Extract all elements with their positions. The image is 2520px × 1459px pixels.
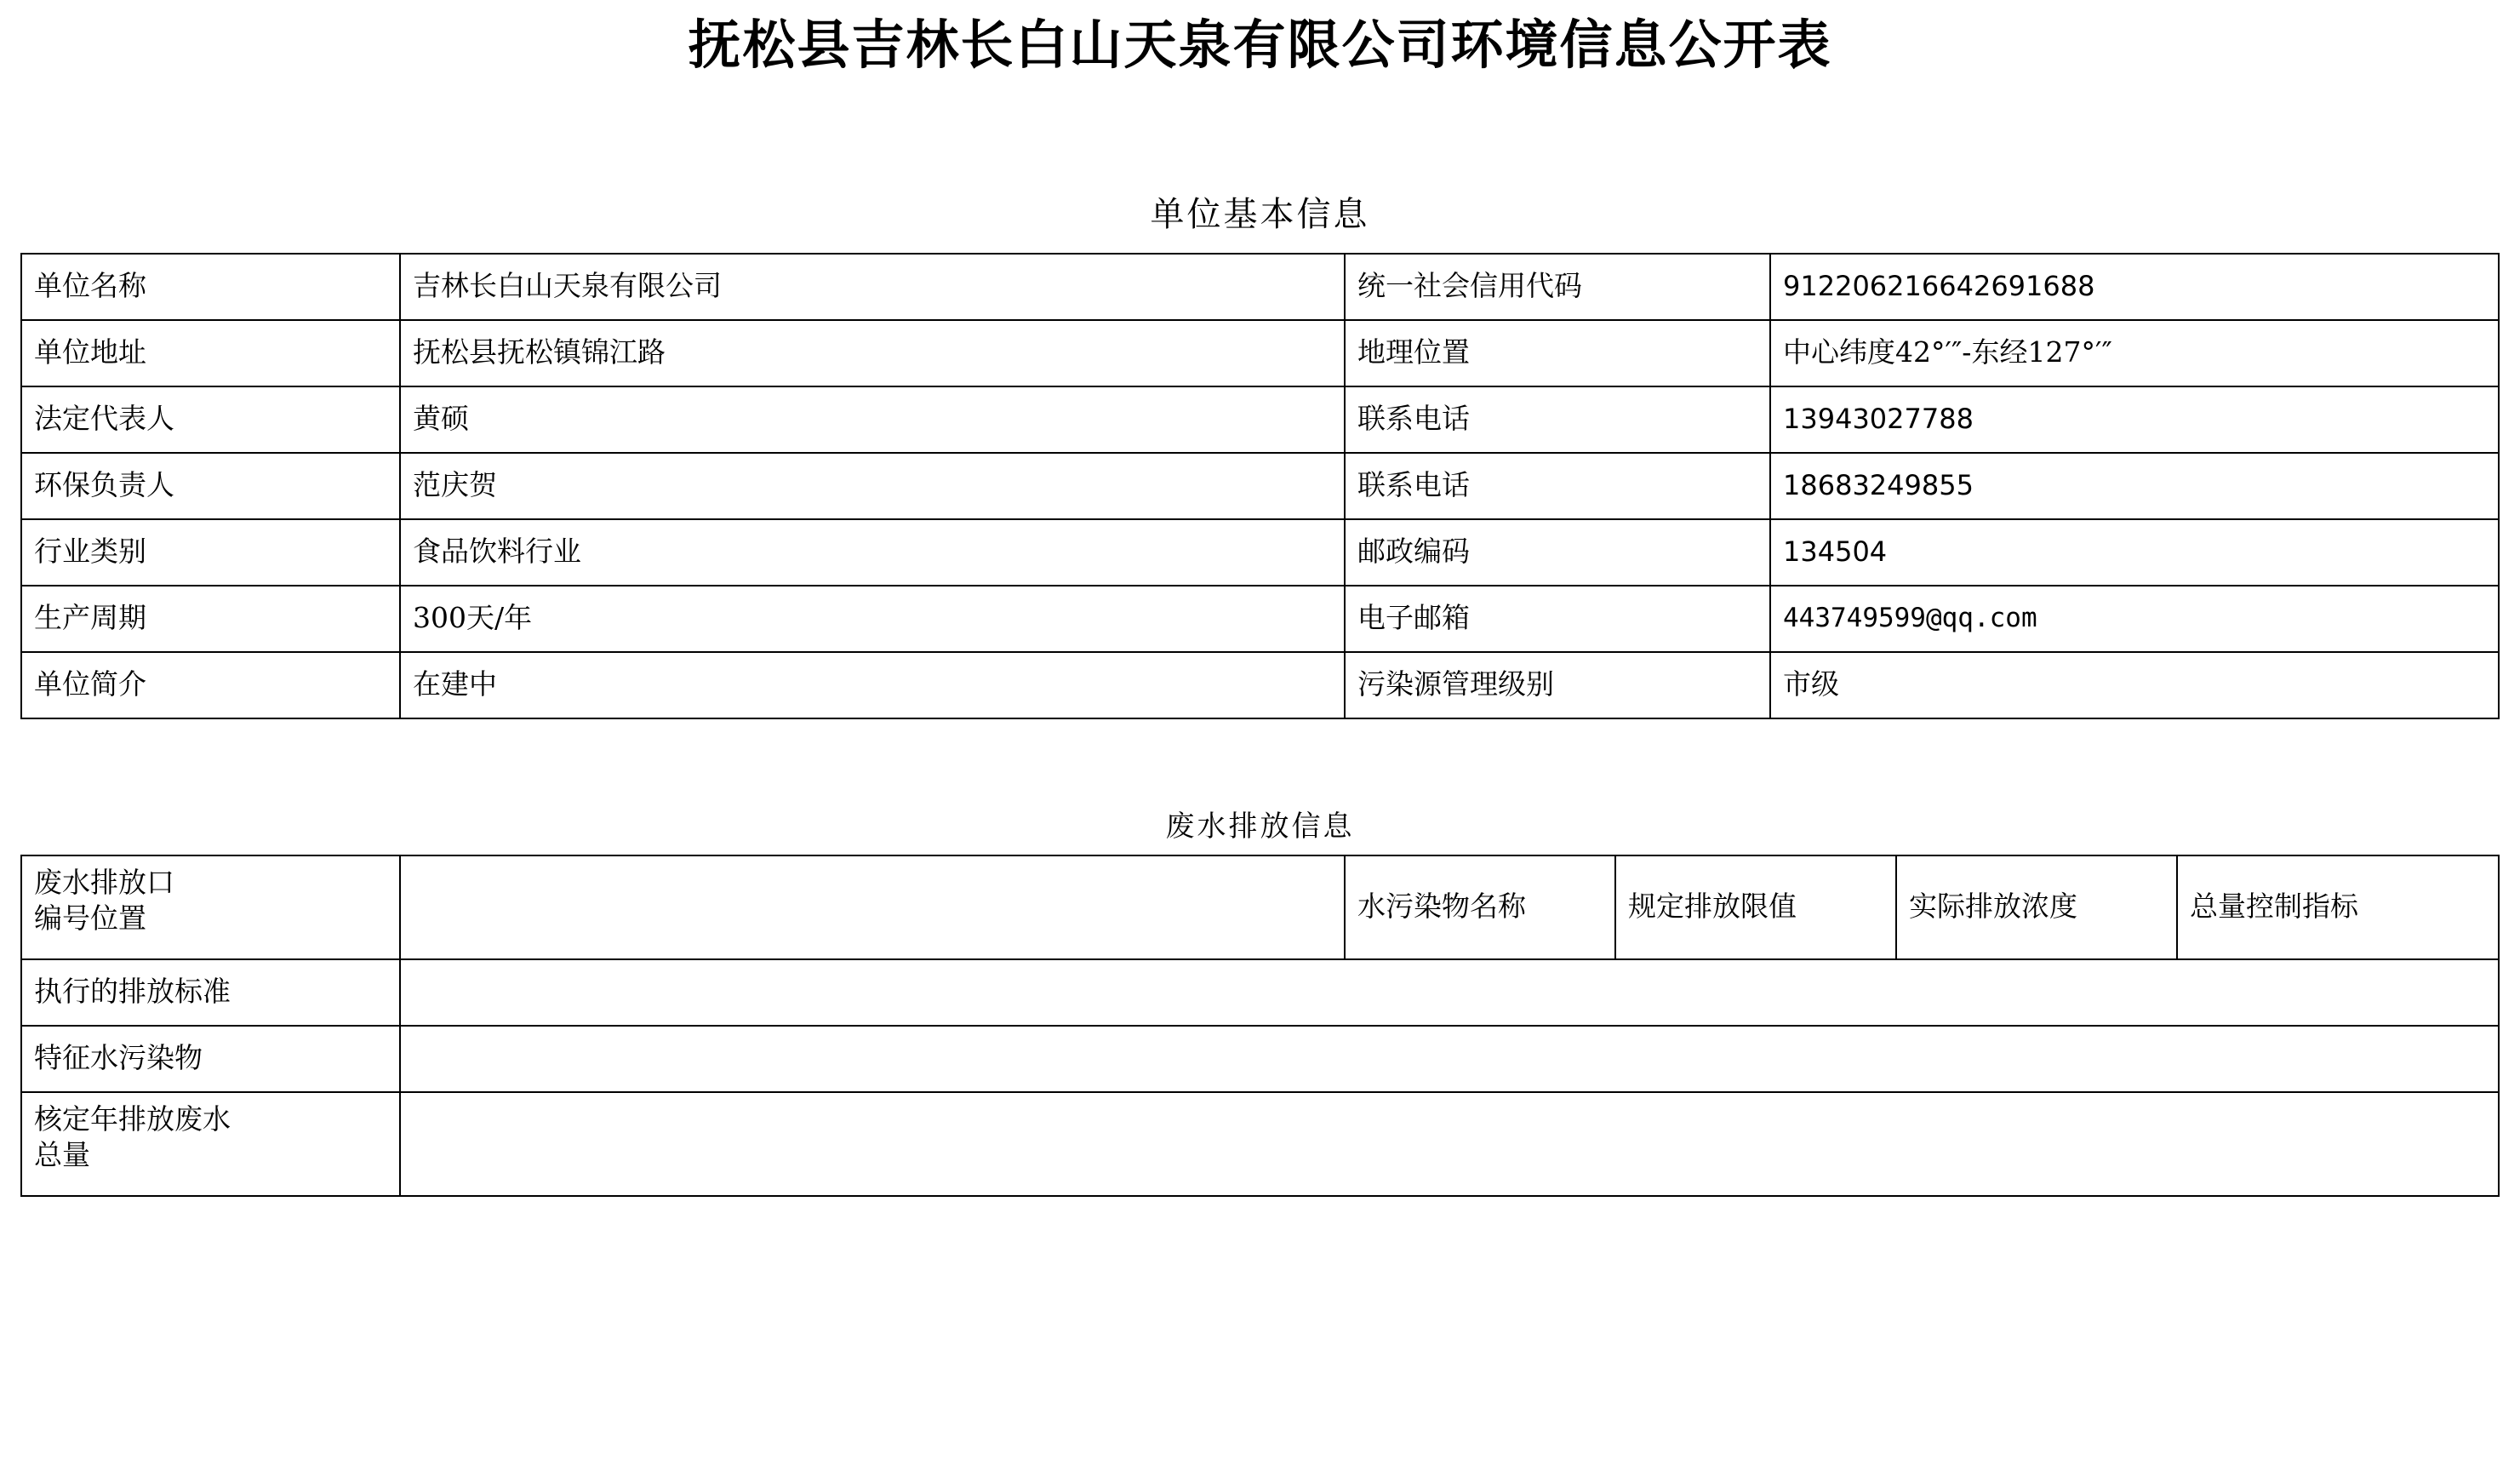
table-row [21,519,2499,586]
cell-label-email: 电子邮箱 [1345,586,1770,652]
cell-label-approved-annual-total [21,1092,400,1196]
table-row [21,959,2499,1026]
cell-header-pollutant-name: 水污染物名称 [1345,855,1615,959]
basic-info-table [20,253,2500,719]
cell-value-legal-rep: 黄硕 [400,386,1345,453]
cell-value-postcode: 134504 [1770,519,2499,586]
section-title-basic-info: 单位基本信息 [1150,194,1370,234]
cell-value-credit-code: 912206216642691688 [1770,254,2499,320]
cell-label-postcode: 邮政编码 [1345,519,1770,586]
outlet-id-line-1: 废水排放口 [34,865,174,899]
table-row [21,453,2499,519]
cell-label-unit-intro: 单位简介 [21,652,400,718]
cell-value-unit-name: 吉林长白山天泉有限公司 [400,254,1345,320]
table-row [21,1026,2499,1092]
cell-value-env-manager: 范庆贺 [400,453,1345,519]
cell-value-unit-address: 抚松县抚松镇锦江路 [400,320,1345,386]
cell-header-outlet-value [400,855,1345,959]
approved-total-line-1: 核定年排放废水 [34,1101,231,1136]
table-row [21,320,2499,386]
cell-header-actual-concentration: 实际排放浓度 [1896,855,2177,959]
cell-value-pollution-level: 市级 [1770,652,2499,718]
cell-value-industry: 食品饮料行业 [400,519,1345,586]
approved-total-line-2: 总量 [34,1138,90,1172]
cell-label-characteristic-pollutant: 特征水污染物 [21,1026,400,1092]
cell-label-credit-code: 统一社会信用代码 [1345,254,1770,320]
cell-label-geo-location: 地理位置 [1345,320,1770,386]
cell-label-unit-address: 单位地址 [21,320,400,386]
wastewater-table [20,855,2500,1197]
outlet-id-line-2: 编号位置 [34,901,146,935]
cell-value-emission-standard [400,959,2499,1026]
cell-label-pollution-level: 污染源管理级别 [1345,652,1770,718]
cell-header-outlet-id [21,855,400,959]
cell-label-phone-2: 联系电话 [1345,453,1770,519]
document-page [0,12,2520,1459]
cell-label-unit-name: 单位名称 [21,254,400,320]
cell-value-geo-location: 中心纬度42°′″-东经127°′″ [1770,320,2499,386]
cell-value-unit-intro: 在建中 [400,652,1345,718]
cell-value-approved-annual-total [400,1092,2499,1196]
cell-label-legal-rep: 法定代表人 [21,386,400,453]
table-row [21,254,2499,320]
cell-header-limit-value: 规定排放限值 [1615,855,1896,959]
cell-value-phone-2: 18683249855 [1770,453,2499,519]
cell-value-phone-1: 13943027788 [1770,386,2499,453]
cell-label-env-manager: 环保负责人 [21,453,400,519]
section-title-wastewater: 废水排放信息 [1165,809,1355,844]
cell-value-production-cycle: 300天/年 [400,586,1345,652]
table-row [21,586,2499,652]
cell-value-email: 443749599@qq.com [1770,586,2499,652]
table-row [21,386,2499,453]
cell-label-emission-standard: 执行的排放标准 [21,959,400,1026]
cell-label-phone-1: 联系电话 [1345,386,1770,453]
page-title: 抚松县吉林长白山天泉有限公司环境信息公开表 [688,14,1832,76]
cell-header-total-control-index: 总量控制指标 [2177,855,2499,959]
cell-label-industry: 行业类别 [21,519,400,586]
cell-label-production-cycle: 生产周期 [21,586,400,652]
table-header-row [21,855,2499,959]
cell-value-characteristic-pollutant [400,1026,2499,1092]
table-row [21,652,2499,718]
table-row [21,1092,2499,1196]
